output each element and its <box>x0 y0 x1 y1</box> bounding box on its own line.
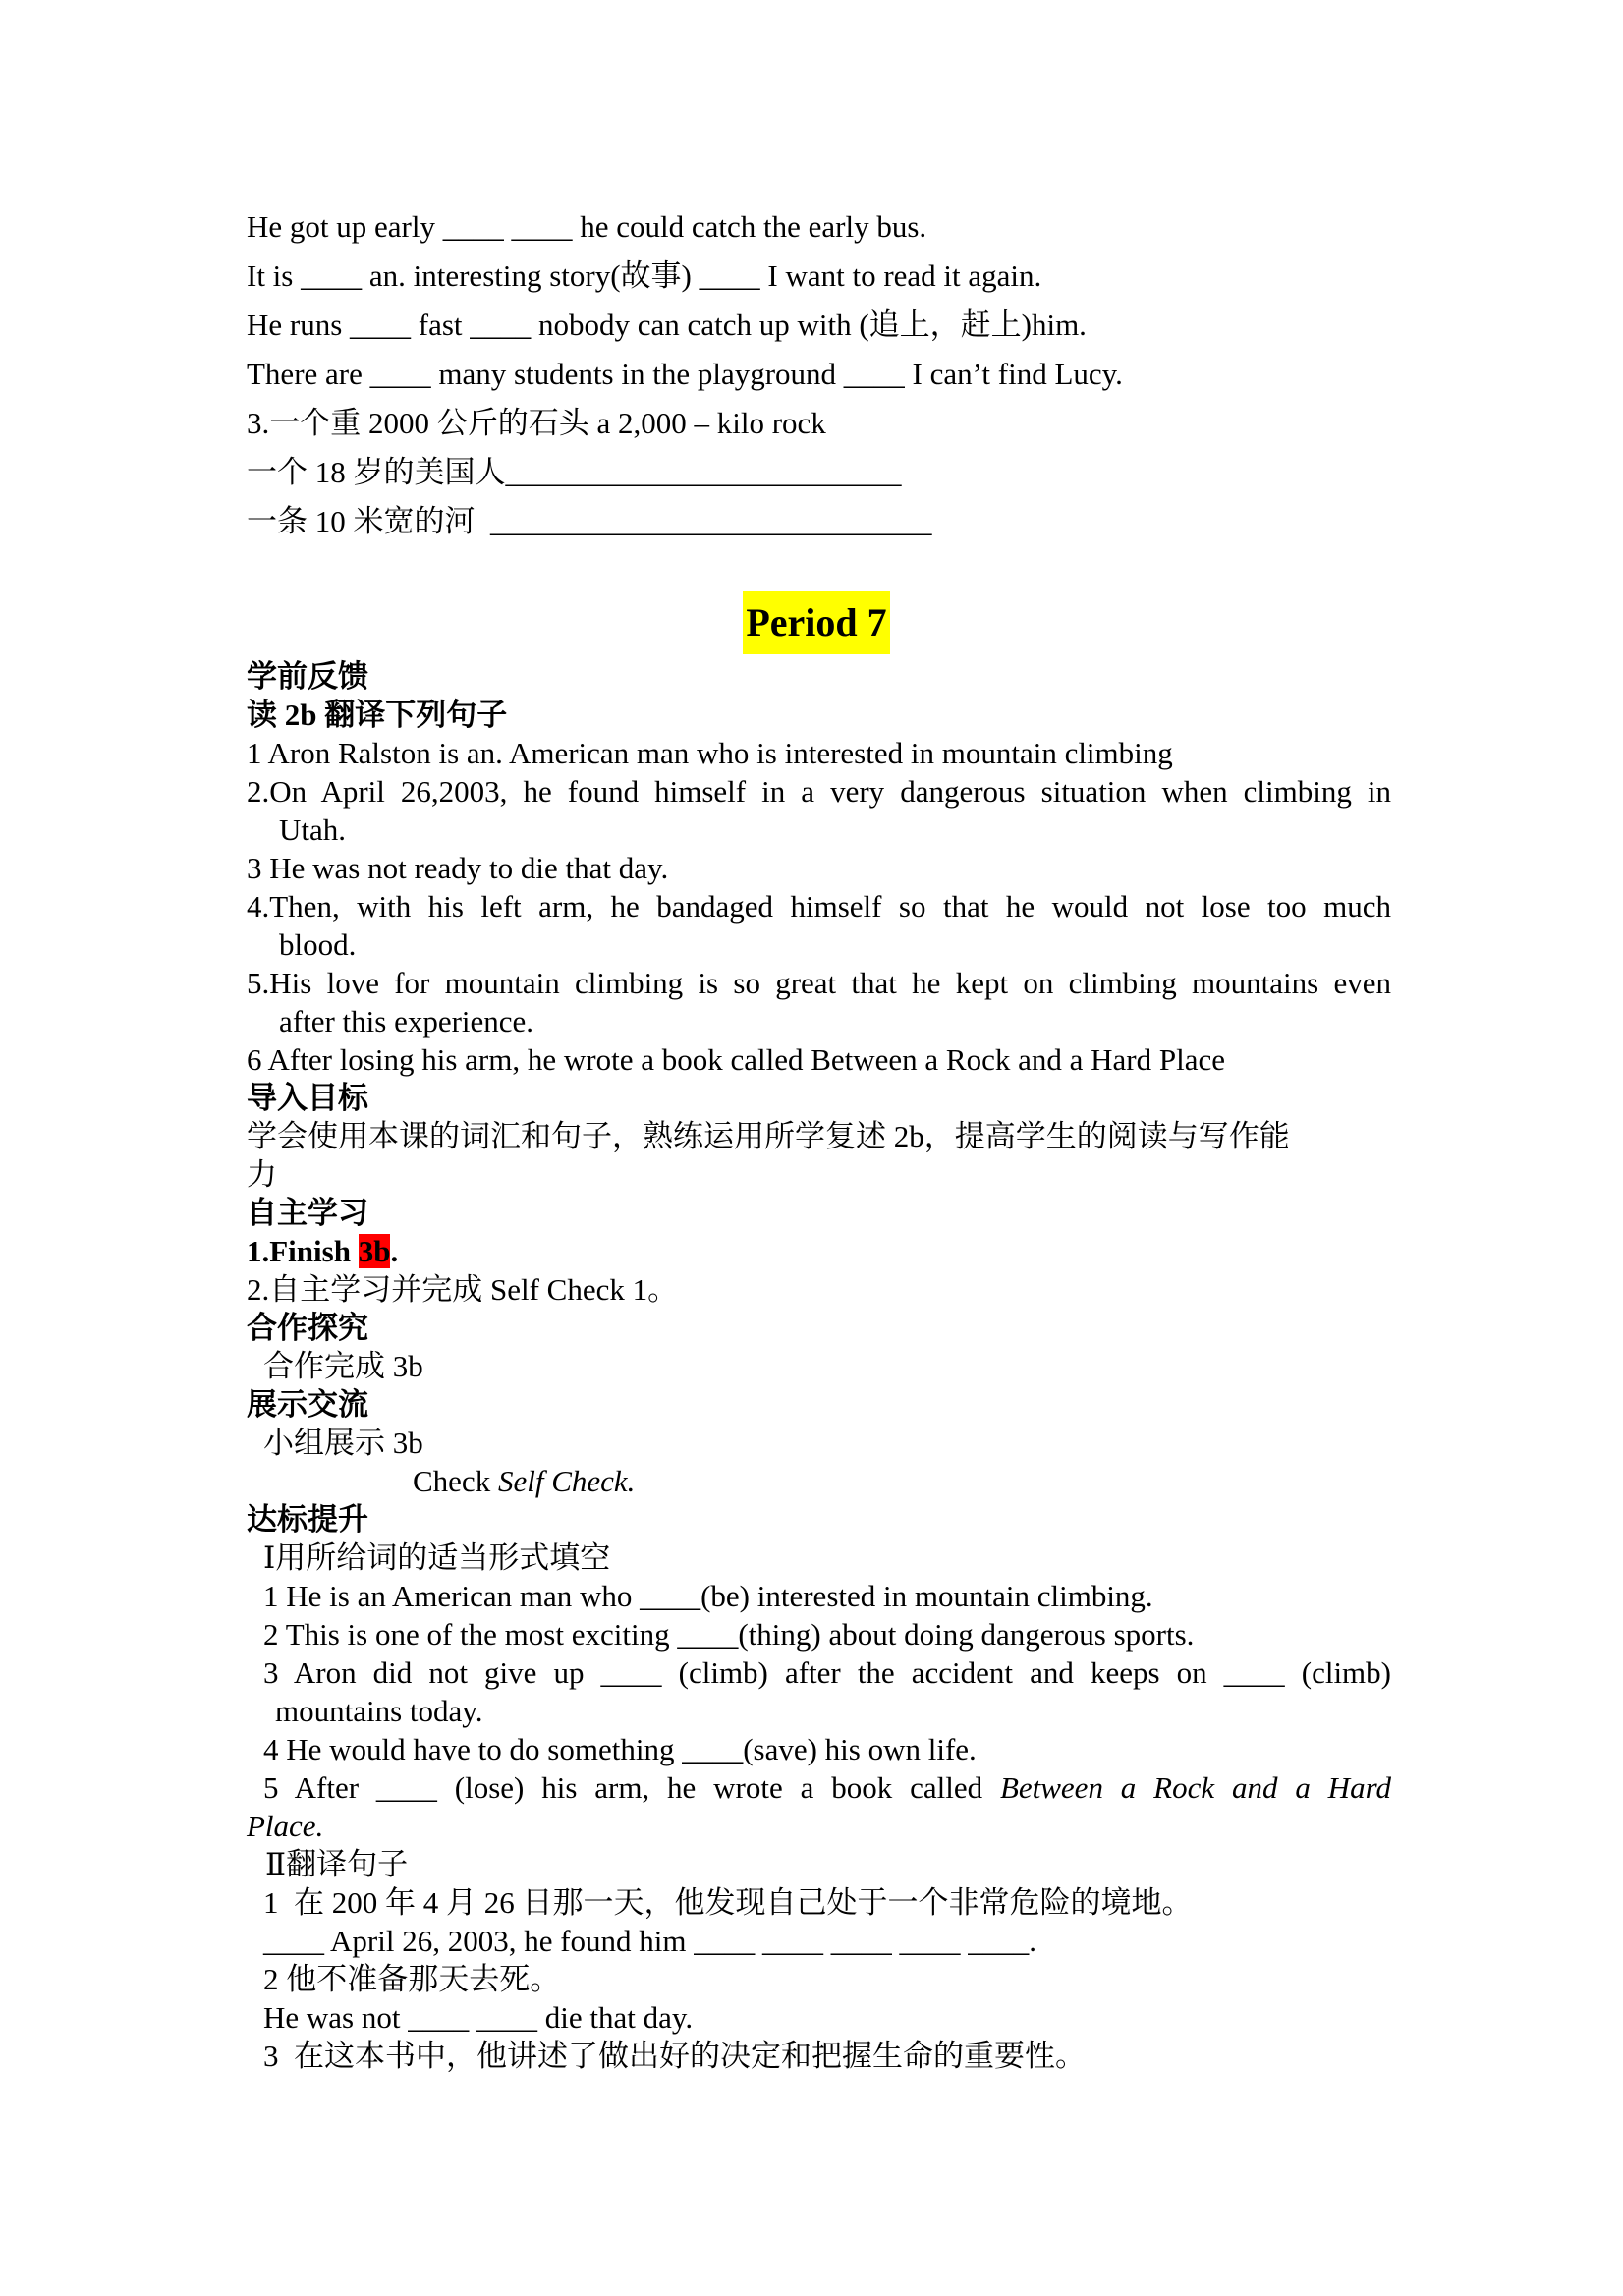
feedback-sentence-3: 3 He was not ready to die that day. <box>247 851 669 885</box>
self-study-item-1 <box>247 1233 398 1270</box>
improve-t2-en: He was not ____ ____ die that day. <box>263 2000 694 2035</box>
improve-t2-cn: 2 他不准备那天去死。 <box>263 1962 561 1996</box>
cooperation-text: 合作完成 3b <box>263 1349 423 1383</box>
improve-q1: 1 He is an American man who ____(be) interested in mountain climbing. <box>263 1579 1153 1613</box>
exercise-line-1: He got up early ____ ____ he could catch the early bus. <box>247 209 927 244</box>
section-heading-cooperation: 合作探究 <box>247 1311 368 1345</box>
section-heading-goals: 导入目标 <box>247 1081 368 1115</box>
goals-text-b: 力 <box>247 1157 277 1192</box>
exercise-line-3: He runs ____ fast ____ nobody can catch up with (追上，赶上)him. <box>247 308 1087 342</box>
self-study-item-1-suffix: . <box>390 1234 399 1268</box>
exercise-line-6: 一个 18 岁的美国人__________________________ <box>247 455 902 489</box>
improve-t1-cn: 1 在 200 年 4 月 26 日那一天，他发现自己处于一个非常危险的境地。 <box>263 1885 1193 1920</box>
improve-q2: 2 This is one of the most exciting ____(thing) about doing dangerous sports. <box>263 1617 1195 1652</box>
improve-q5a-prefix: 5 After ____ (lose) his arm, he wrote a book called <box>263 1770 1000 1805</box>
improve-q5a <box>263 1769 1391 1807</box>
improve-t3-cn: 3 在这本书中，他讲述了做出好的决定和把握生命的重要性。 <box>263 2039 1086 2073</box>
feedback-sentence-4b: blood. <box>279 927 357 962</box>
improve-q5b: Place. <box>247 1809 324 1843</box>
exercise-line-4: There are ____ many students in the playground ____ I can’t find Lucy. <box>247 357 1123 391</box>
improve-part2-title: Ⅱ翻译句子 <box>265 1847 409 1881</box>
feedback-subheading: 读 2b 翻译下列句子 <box>247 698 508 732</box>
exercise-line-5: 3.一个重 2000 公斤的石头 a 2,000 – kilo rock <box>247 406 826 440</box>
exercise-line-2: It is ____ an. interesting story(故事) ____ I want to read it again. <box>247 258 1042 293</box>
self-study-item-1-prefix: 1.Finish <box>247 1234 359 1268</box>
improve-part1-title: Ⅰ用所给词的适当形式填空 <box>263 1540 611 1575</box>
self-study-item-2: 2.自主学习并完成 Self Check 1。 <box>247 1272 679 1307</box>
feedback-sentence-2a: 2.On April 26,2003, he found himself in a very dangerous situation when climbing in <box>247 774 1391 809</box>
section-heading-display: 展示交流 <box>247 1387 368 1422</box>
section-heading-feedback: 学前反馈 <box>247 659 368 694</box>
improve-q3a: 3 Aron did not give up ____ (climb) after the accident and keeps on ____ (climb) <box>263 1655 1391 1690</box>
section-heading-self-study: 自主学习 <box>247 1196 368 1230</box>
display-check <box>413 1463 635 1500</box>
highlight-3b: 3b <box>358 1234 391 1268</box>
feedback-sentence-1: 1 Aron Ralston is an. American man who is interested in mountain climbing <box>247 736 1173 770</box>
feedback-sentence-6: 6 After losing his arm, he wrote a book called Between a Rock and a Hard Place <box>247 1042 1225 1077</box>
section-heading-improve: 达标提升 <box>247 1502 368 1537</box>
display-check-italic: Self Check. <box>497 1464 636 1498</box>
improve-q4: 4 He would have to do something ____(save) his own life. <box>263 1732 977 1766</box>
goals-text-a: 学会使用本课的词汇和句子，熟练运用所学复述 2b，提高学生的阅读与写作能 <box>247 1119 1290 1153</box>
feedback-sentence-2b: Utah. <box>279 812 347 847</box>
period-title: Period 7 <box>743 591 890 654</box>
improve-t1-en: ____ April 26, 2003, he found him ____ ____ ____ ____ ____. <box>263 1924 1037 1958</box>
improve-q5a-italic: Between a Rock and a Hard <box>999 1770 1391 1805</box>
display-text: 小组展示 3b <box>263 1426 423 1460</box>
feedback-sentence-5a: 5.His love for mountain climbing is so great that he kept on climbing mountains even <box>247 966 1391 1000</box>
display-check-prefix: Check <box>413 1464 498 1498</box>
feedback-sentence-4a: 4.Then, with his left arm, he bandaged himself so that he would not lose too much <box>247 889 1391 924</box>
feedback-sentence-5b: after this experience. <box>279 1004 534 1038</box>
improve-q3b: mountains today. <box>275 1694 483 1728</box>
exercise-line-7: 一条 10 米宽的河 _____________________________ <box>247 504 932 538</box>
